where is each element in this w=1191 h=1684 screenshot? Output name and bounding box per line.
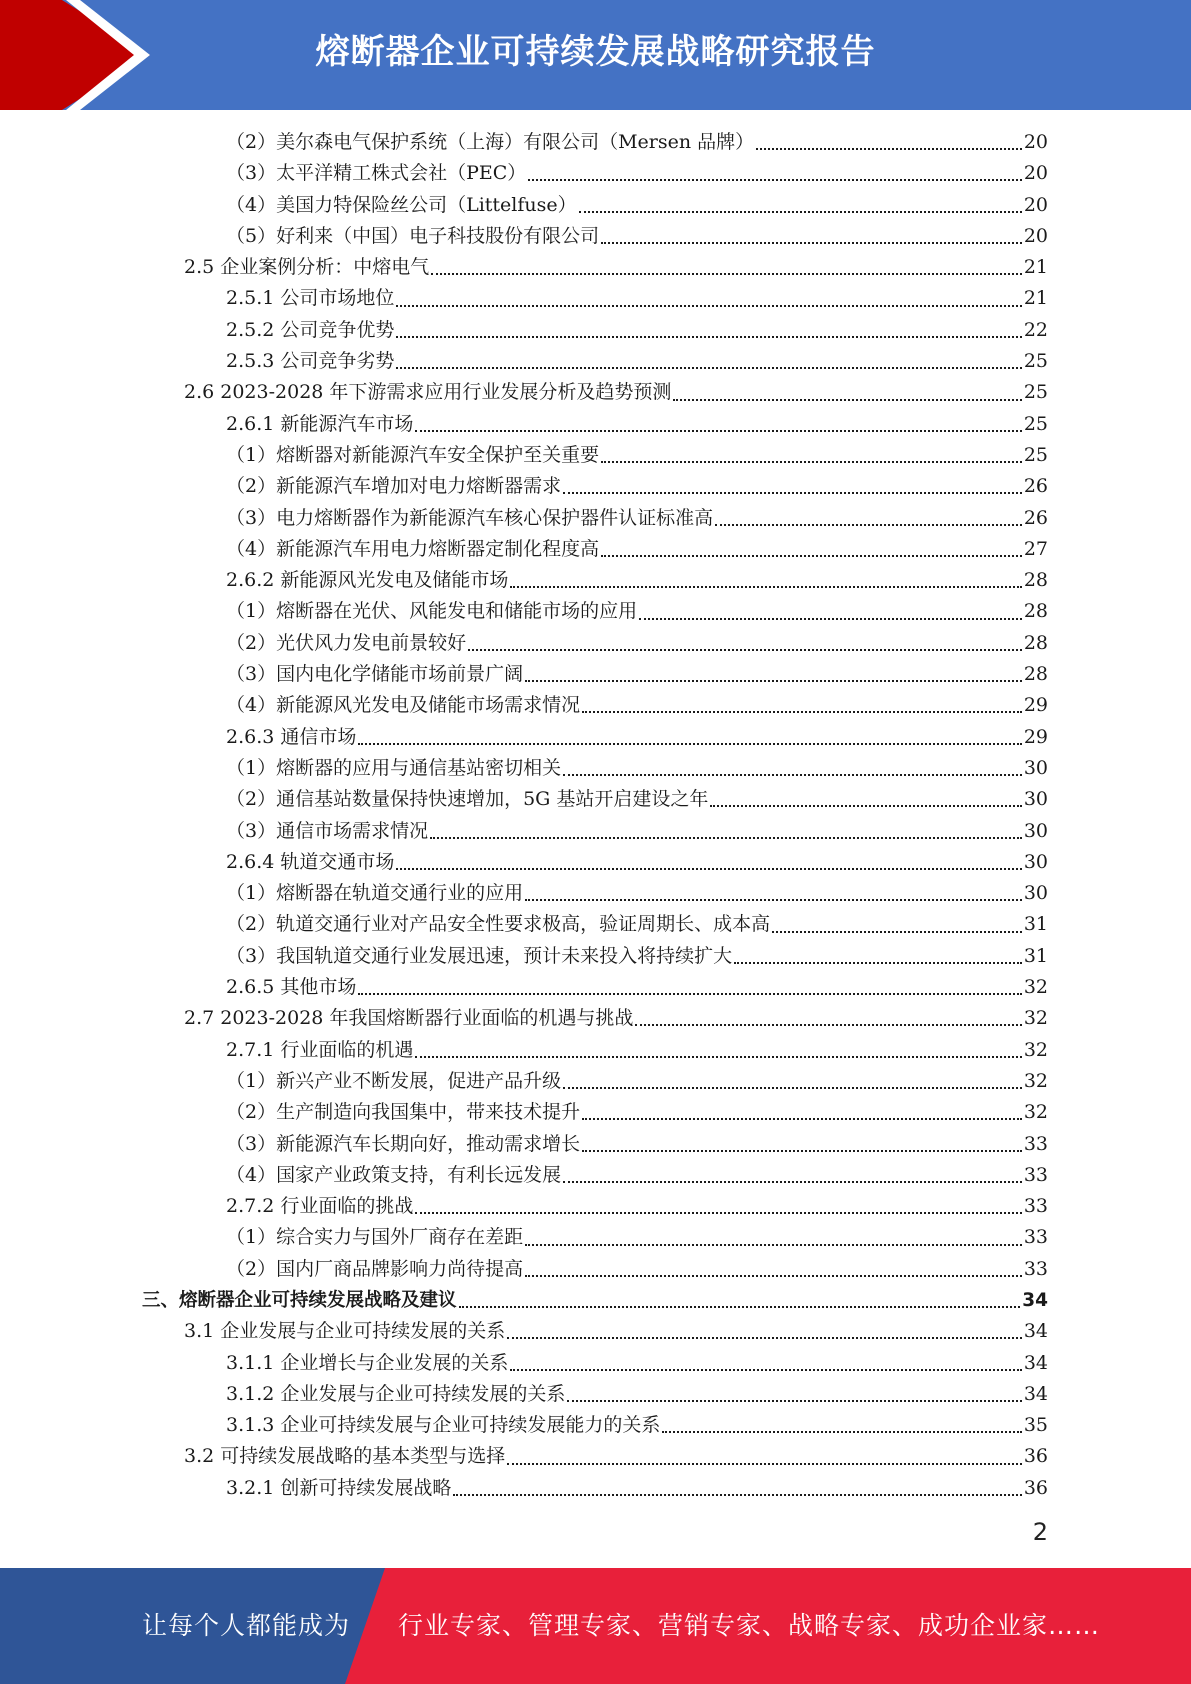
toc-entry-label: （3）我国轨道交通行业发展迅速，预计未来投入将持续扩大	[226, 944, 733, 967]
toc-entry-label: （2）生产制造向我国集中，带来技术提升	[226, 1101, 581, 1124]
toc-entry-page: 32	[1023, 1101, 1048, 1124]
toc-dot-leader	[415, 1211, 1021, 1214]
toc-entry-label: 2.5 企业案例分析：中熔电气	[184, 256, 430, 279]
toc-entry[interactable]	[0, 158, 1191, 189]
toc-dot-leader	[756, 147, 1022, 150]
toc-entry-page: 25	[1023, 381, 1048, 404]
toc-entry-page: 28	[1023, 600, 1048, 623]
toc-entry-page: 28	[1023, 663, 1048, 686]
toc-entry-page: 33	[1023, 1163, 1048, 1186]
toc-entry-label: 3.1.3 企业可持续发展与企业可持续发展能力的关系	[226, 1414, 661, 1437]
toc-dot-leader	[582, 1117, 1022, 1120]
report-title: 熔断器企业可持续发展战略研究报告	[315, 32, 876, 72]
toc-entry-page: 30	[1023, 850, 1048, 873]
toc-entry-page: 30	[1023, 882, 1048, 905]
toc-dot-leader	[582, 1149, 1022, 1152]
toc-entry-label: （4）新能源汽车用电力熔断器定制化程度高	[226, 537, 600, 560]
toc-entry-page: 20	[1023, 162, 1048, 185]
toc-entry-label: 三、熔断器企业可持续发展战略及建议	[142, 1289, 457, 1311]
toc-dot-leader	[563, 773, 1022, 776]
toc-dot-leader	[525, 1243, 1022, 1246]
toc-entry-page: 21	[1023, 287, 1048, 310]
toc-dot-leader	[734, 961, 1022, 964]
toc-entry[interactable]	[0, 847, 1191, 878]
toc-entry-label: （3）新能源汽车长期向好，推动需求增长	[226, 1132, 581, 1155]
toc-entry-page: 32	[1023, 976, 1048, 999]
toc-entry[interactable]	[0, 1348, 1191, 1379]
toc-dot-leader	[507, 1336, 1022, 1339]
toc-entry-page: 20	[1023, 224, 1048, 247]
toc-entry-page: 26	[1023, 506, 1048, 529]
toc-entry-label: （2）美尔森电气保护系统（上海）有限公司（Mersen 品牌）	[226, 131, 755, 153]
toc-dot-leader	[430, 836, 1022, 839]
toc-entry[interactable]	[0, 1191, 1191, 1222]
toc-entry-label: （3）国内电化学储能市场前景广阔	[226, 663, 524, 686]
toc-entry-page: 25	[1023, 412, 1048, 435]
toc-dot-leader	[396, 304, 1021, 307]
toc-dot-leader	[525, 679, 1022, 682]
toc-dot-leader	[510, 585, 1021, 588]
toc-entry-page: 30	[1023, 819, 1048, 842]
toc-entry-label: 3.1 企业发展与企业可持续发展的关系	[184, 1320, 506, 1343]
toc-dot-leader	[525, 1274, 1022, 1277]
toc-entry-label: （3）通信市场需求情况	[226, 819, 429, 842]
toc-dot-leader	[567, 1399, 1021, 1402]
toc-entry-page: 34	[1022, 1289, 1048, 1311]
toc-entry-page: 30	[1023, 788, 1048, 811]
toc-entry-page: 34	[1023, 1351, 1048, 1374]
toc-dot-leader	[673, 398, 1021, 401]
toc-entry-page: 32	[1023, 1069, 1048, 1092]
toc-entry[interactable]	[0, 190, 1191, 221]
toc-entry-label: 2.5.1 公司市场地位	[226, 287, 395, 310]
toc-entry-page: 27	[1023, 537, 1048, 560]
toc-entry-page: 32	[1023, 1038, 1048, 1061]
toc-entry-page: 20	[1023, 193, 1048, 216]
toc-entry-label: 2.7.2 行业面临的挑战	[226, 1195, 414, 1218]
toc-entry-page: 31	[1023, 944, 1048, 967]
toc-entry-page: 28	[1023, 631, 1048, 654]
toc-entry-page: 31	[1023, 913, 1048, 936]
toc-entry-label: （2）国内厂商品牌影响力尚待提高	[226, 1257, 524, 1280]
toc-entry-label: （4）美国力特保险丝公司（Littelfuse）	[226, 193, 577, 216]
footer-slogan-right: 行业专家、管理专家、营销专家、战略专家、成功企业家……	[398, 1611, 1101, 1640]
toc-dot-leader	[639, 617, 1022, 620]
footer-banner	[0, 1568, 1191, 1684]
toc-entry-label: （3）电力熔断器作为新能源汽车核心保护器件认证标准高	[226, 506, 714, 529]
toc-entry-page: 26	[1023, 475, 1048, 498]
toc-dot-leader	[563, 491, 1022, 494]
toc-entry[interactable]	[0, 221, 1191, 252]
toc-entry-label: 2.6.3 通信市场	[226, 725, 357, 748]
toc-entry[interactable]	[0, 315, 1191, 346]
toc-entry[interactable]	[0, 503, 1191, 534]
toc-dot-leader	[710, 804, 1021, 807]
toc-entry-page: 35	[1023, 1414, 1048, 1437]
toc-entry[interactable]	[0, 941, 1191, 972]
toc-entry-page: 33	[1023, 1195, 1048, 1218]
toc-dot-leader	[396, 867, 1021, 870]
toc-entry-label: （3）太平洋精工株式会社（PEC）	[226, 162, 527, 185]
toc-entry-page: 21	[1023, 256, 1048, 279]
toc-entry-label: 2.6.2 新能源风光发电及储能市场	[226, 569, 509, 592]
toc-entry[interactable]	[0, 440, 1191, 471]
toc-entry-label: 2.6.1 新能源汽车市场	[226, 412, 414, 435]
toc-entry-label: （2）轨道交通行业对产品安全性要求极高，验证周期长、成本高	[226, 913, 771, 936]
toc-entry-label: 2.6.4 轨道交通市场	[226, 850, 395, 873]
toc-dot-leader	[358, 742, 1021, 745]
toc-entry[interactable]	[0, 1160, 1191, 1191]
toc-entry-page: 33	[1023, 1226, 1048, 1249]
toc-entry[interactable]	[0, 722, 1191, 753]
toc-dot-leader	[358, 992, 1021, 995]
toc-entry[interactable]	[0, 972, 1191, 1003]
toc-entry-page: 36	[1023, 1476, 1048, 1499]
toc-entry[interactable]	[0, 1066, 1191, 1097]
toc-dot-leader	[468, 648, 1022, 651]
toc-entry[interactable]	[0, 1379, 1191, 1410]
toc-entry-page: 25	[1023, 350, 1048, 373]
toc-entry[interactable]	[0, 127, 1191, 158]
toc-entry[interactable]	[0, 1003, 1191, 1034]
toc-entry-page: 22	[1023, 318, 1048, 341]
toc-entry[interactable]	[0, 628, 1191, 659]
toc-dot-leader	[396, 335, 1021, 338]
toc-entry[interactable]	[0, 565, 1191, 596]
toc-dot-leader	[507, 1462, 1022, 1465]
toc-dot-leader	[510, 1368, 1021, 1371]
table-of-contents	[0, 127, 1191, 1504]
toc-entry-label: （2）光伏风力发电前景较好	[226, 631, 467, 654]
toc-entry[interactable]	[0, 377, 1191, 408]
toc-entry-label: （1）熔断器在光伏、风能发电和储能市场的应用	[226, 600, 638, 623]
toc-entry[interactable]	[0, 1441, 1191, 1472]
toc-entry[interactable]	[0, 753, 1191, 784]
toc-entry-label: （1）熔断器对新能源汽车安全保护至关重要	[226, 443, 600, 466]
toc-entry[interactable]	[0, 1316, 1191, 1347]
toc-dot-leader	[396, 366, 1021, 369]
toc-entry-label: （2）新能源汽车增加对电力熔断器需求	[226, 475, 562, 498]
toc-entry-label: （1）熔断器在轨道交通行业的应用	[226, 882, 524, 905]
footer-slogan-left: 让每个人都能成为	[142, 1611, 351, 1640]
toc-dot-leader	[415, 1055, 1021, 1058]
toc-dot-leader	[525, 898, 1022, 901]
toc-entry-label: （1）熔断器的应用与通信基站密切相关	[226, 756, 562, 779]
toc-entry-label: 3.1.1 企业增长与企业发展的关系	[226, 1351, 509, 1374]
toc-entry[interactable]	[0, 1129, 1191, 1160]
toc-entry[interactable]	[0, 878, 1191, 909]
toc-entry-page: 33	[1023, 1132, 1048, 1155]
toc-dot-leader	[772, 930, 1022, 933]
toc-dot-leader	[635, 1023, 1021, 1026]
toc-entry[interactable]	[0, 409, 1191, 440]
toc-entry-page: 34	[1023, 1320, 1048, 1343]
toc-entry-page: 30	[1023, 756, 1048, 779]
toc-entry[interactable]	[0, 784, 1191, 815]
toc-entry[interactable]	[0, 596, 1191, 627]
toc-entry-page: 36	[1023, 1445, 1048, 1468]
toc-entry[interactable]	[0, 1473, 1191, 1504]
toc-entry-page: 29	[1023, 694, 1048, 717]
header-banner	[0, 0, 1191, 110]
toc-entry-label: （1）综合实力与国外厂商存在差距	[226, 1226, 524, 1249]
toc-entry-label: （4）国家产业政策支持，有利长远发展	[226, 1163, 562, 1186]
toc-entry-label: 3.2 可持续发展战略的基本类型与选择	[184, 1445, 506, 1468]
toc-entry[interactable]	[0, 1222, 1191, 1253]
toc-entry-label: （4）新能源风光发电及储能市场需求情况	[226, 694, 581, 717]
toc-entry[interactable]	[0, 1285, 1191, 1316]
toc-entry-page: 34	[1023, 1382, 1048, 1405]
toc-entry[interactable]	[0, 346, 1191, 377]
toc-entry[interactable]	[0, 659, 1191, 690]
toc-dot-leader	[601, 460, 1022, 463]
toc-entry-page: 32	[1023, 1007, 1048, 1030]
toc-entry-label: （1）新兴产业不断发展，促进产品升级	[226, 1069, 562, 1092]
toc-dot-leader	[563, 1180, 1022, 1183]
toc-entry-label: 3.2.1 创新可持续发展战略	[226, 1476, 452, 1499]
toc-dot-leader	[431, 272, 1022, 275]
toc-entry-page: 20	[1023, 131, 1048, 153]
toc-entry[interactable]	[0, 252, 1191, 283]
toc-entry-page: 33	[1023, 1257, 1048, 1280]
toc-entry-label: 2.6.5 其他市场	[226, 976, 357, 999]
toc-dot-leader	[563, 1086, 1022, 1089]
toc-entry-label: 2.7.1 行业面临的机遇	[226, 1038, 414, 1061]
toc-entry-label: 2.7 2023-2028 年我国熔断器行业面临的机遇与挑战	[184, 1007, 634, 1030]
toc-dot-leader	[528, 178, 1022, 181]
toc-entry[interactable]	[0, 1035, 1191, 1066]
toc-entry-label: （5）好利来（中国）电子科技股份有限公司	[226, 224, 600, 247]
toc-entry-page: 29	[1023, 725, 1048, 748]
toc-entry-label: 3.1.2 企业发展与企业可持续发展的关系	[226, 1382, 566, 1405]
toc-dot-leader	[459, 1305, 1021, 1308]
toc-entry[interactable]	[0, 909, 1191, 940]
toc-entry-label: 2.5.3 公司竞争劣势	[226, 350, 395, 373]
toc-entry[interactable]	[0, 690, 1191, 721]
toc-entry-page: 28	[1023, 569, 1048, 592]
toc-entry[interactable]	[0, 816, 1191, 847]
toc-entry[interactable]	[0, 283, 1191, 314]
toc-entry[interactable]	[0, 534, 1191, 565]
toc-entry-label: 2.6 2023-2028 年下游需求应用行业发展分析及趋势预测	[184, 381, 672, 404]
toc-dot-leader	[601, 554, 1022, 557]
toc-dot-leader	[453, 1493, 1021, 1496]
toc-entry[interactable]	[0, 1097, 1191, 1128]
toc-entry[interactable]	[0, 471, 1191, 502]
toc-entry[interactable]	[0, 1254, 1191, 1285]
toc-dot-leader	[579, 210, 1022, 213]
toc-dot-leader	[662, 1430, 1021, 1433]
toc-dot-leader	[715, 523, 1022, 526]
page-number: 2	[1032, 1518, 1048, 1546]
toc-dot-leader	[415, 429, 1021, 432]
toc-entry[interactable]	[0, 1410, 1191, 1441]
toc-dot-leader	[582, 710, 1022, 713]
toc-dot-leader	[601, 241, 1022, 244]
toc-entry-label: （2）通信基站数量保持快速增加，5G 基站开启建设之年	[226, 788, 709, 811]
toc-entry-page: 25	[1023, 443, 1048, 466]
toc-entry-label: 2.5.2 公司竞争优势	[226, 318, 395, 341]
